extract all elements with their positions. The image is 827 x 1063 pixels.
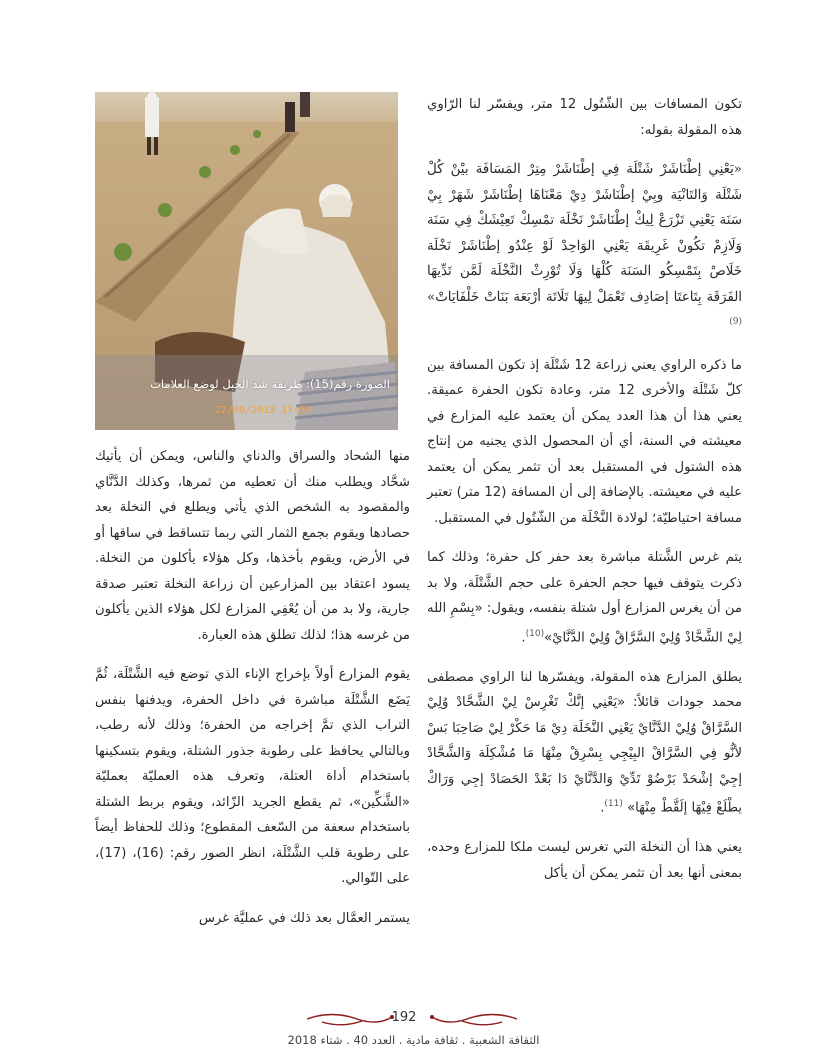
footnote-ref: (11) (604, 799, 623, 810)
journal-line: الثقافة الشعبية . ثقافة مادية . العدد 40 . شتاء 2018 (287, 1033, 540, 1047)
paragraph-end: . (600, 800, 605, 816)
field-photo (95, 92, 398, 430)
paragraph-text: يطلق المزارع هذه المقولة، ويفسّرها لنا الراوي مصطفى محمد جودات قائلاً: «يَعْنِي إنَّكْ تَغْرِسْ لِيْ الشَّحَّادْ وُلِيْ السَّرَّاقْ وُلِيْ الدَّنَّايْ يَعْنِي النَّخَلَة دِيْ مَا حَكْرْ لِيْ صَاحِبَا بَسْ لأنُّو فِي السَّرَّاقْ البِيْجِي بِسْرِقْ مِنْهَا مَا مُشْكِلَة وَالشَّحَّادْ إجِيْ إشْحَدْ بَرْضُوْ تَدِّيْ وَالدَّنَّايْ دَا بَعْدْ الحَصَادْ إجِي وَرَاكْ يطْلَعْ فِيْهَا إلَقَّطْ مِنْهَا» (427, 669, 742, 816)
paragraph-end: . (521, 630, 526, 646)
photo-caption: الصورة رقم(15): طريقة شد الحبل لوضع العلامات (150, 377, 390, 391)
footnote-ref: (10) (525, 628, 545, 639)
left-column-text (95, 444, 410, 945)
paragraph: يعني هذا أن النخلة التي تغرس ليست ملكا للمزارع وحده، بمعنى أنها بعد أن تثمر يمكن أن يأكل (427, 840, 742, 881)
quoted-saying (427, 157, 742, 339)
page-number: 192 (391, 1010, 417, 1025)
page-body (95, 92, 742, 992)
page-footer (0, 1008, 827, 1063)
photo-caption-band (95, 355, 398, 430)
paragraph (427, 665, 742, 821)
paragraph: تكون المسافات بين الشّتُول 12 متر، ويفسّر لنا الرّاوي هذه المقولة بقوله: (427, 97, 742, 138)
quote-text: «يَعْنِي إطْنَاشَرْ شَتْلَة فِي إطْنَاشَرْ مِتِرْ المَسَافَة بيْنْ كُلْ شَتْلَة وَالتَانْيَة وبِيْ إطْنَاشَرْ دِيْ مَعْنَاهَا إطْنَاشَرْ شَهَرْ بِيْ سَنَة يَعْنِي تَزْرَعْ لِيكْ إطْنَاشَرْ نَخْلَة تمْسِكْ تَعِيْشَكْ فِي سَنَة وَلَازِمْ تكُونْ غَرِيقَة يَعْنِي الوَاحِدْ لَوْ عِنْدُو إطْنَاشَرْ نَخْلَة خَلَاصْ بِتَمْسِكُو السَنَة كُلْهَا وَلَا تُوْرِثْ النَّخْلَة لَمَّن تَدِّيهَا الفَرَقَة بِتَاعتَا إصَادِف تَعْمَلْ لِيهَا تَلَاتَة أرْبَعَة بَنَاتْ خَلْفَايَاتْ» (427, 162, 742, 305)
paragraph-text: يتم غرس الشَّتلة مباشرة بعد حفر كل حفرة؛ وذلك كما ذكرت يتوقف فيها حجم الحفرة على حجم الشَّتْلَة، ولا بد من أن يغرس المزارع أول شتلة بنفسه، ويقول: «بِسْمِ الله لِيْ الشَّحَّادْ وُلِيْ السَّرَّاقْ وُلِيْ الدَّنَّايْ» (427, 550, 742, 646)
paragraph: يستمر العمَّال بعد ذلك في عمليَّة غرس (198, 910, 410, 926)
paragraph: يقوم المزارع أولاً بإخراج الإناء الذي توضع فيه الشَّتْلَة، ثُمَّ يَضَع الشَّتْلَة مباشرة في داخل الحفرة، ويدفنها بنفس التراب الذي تمَّ إخراجه من الحفرة؛ وذلك لأنه رطب، وبالتالي يحافظ على رطوبة جذور الشتلة، ويقوم بتسكينها باستخدام أداة العتلة، وتعرف هذه العمليّة بعمليّة «الشَّكِّين»، ثم يقطع الجريد الزّائد، ويقوم بربط الشتلة باستخدام سعفة من السّعف المقطوع؛ وذلك للحفاظ أيضاً على رطوبة قلب الشَّتْلَة، انظر الصور رقم: (16)، (17)، على التّوالي. (95, 667, 410, 886)
paragraph: منها الشحاد والسراق والدناي والناس، ويمكن أن يأتيك شحَّاد ويطلب منك أن تعطيه من ثمرها، وكذلك الدَّنَّاي والمقصود به الشخص الذي يأتي ويطلع في النخلة بعد حصادها ويقوم بجمع الثمار التي ربما تتساقط في ساقها أو في الأرض، ويقوم بأخذها، وكل هؤلاء يأكلون من النخلة. يسود اعتقاد بين المزارعين أن زراعة النخلة تعتبر صدقة جارية، ولا بد من أن يُعْفِي المزارع لكل هؤلاء الذين يأكلون من غرسه هذا؛ لذلك تطلق هذه العبارة. (95, 449, 410, 643)
photo-timestamp: 22/09/2013 17:59 (215, 405, 312, 416)
right-column (427, 92, 742, 992)
paragraph (427, 545, 742, 650)
footnote-ref: (9) (729, 317, 742, 327)
paragraph: ما ذكره الراوي يعني زراعة 12 شَتْلَة إذ تكون المسافة بين كلّ شَتْلَة والأخرى 12 متر، وعادة تكون الحفرة عميقة. يعني هذا أن هذا العدد يمكن أن يعتمد عليه المزارع في معيشته في السنة، أي أن المحصول الذي يجنيه من إنتاج هذه الشتول في المستقبل بعد أن تثمر يمكن أن يعتمد عليه في معيشته. بالإضافة إلى أن المسافة (12 متر) تعتبر مسافة احتياطيّة؛ لولادة النَّخْلَة من الشّتُول في المستقبل. (427, 357, 743, 526)
left-column (95, 92, 410, 992)
